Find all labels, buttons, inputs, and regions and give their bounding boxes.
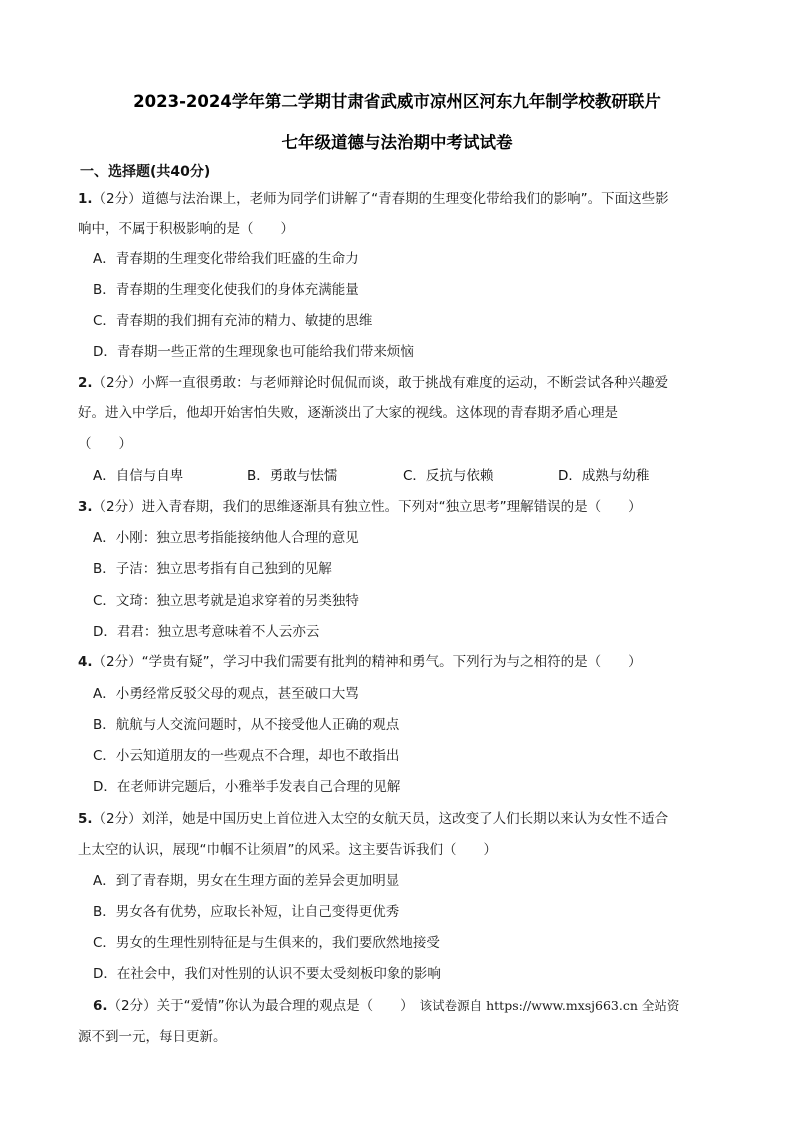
question-3-option-c: C．文琦：独立思考就是追求穿着的另类独特	[93, 593, 359, 609]
question-1-line-2: 响中，不属于积极影响的是（ ）	[78, 221, 294, 237]
question-score: （2分）	[92, 654, 142, 670]
question-number: 2.	[78, 375, 93, 391]
question-5-option-d: D．在社会中，我们对性别的认识不要太受刻板印象的影响	[93, 966, 441, 982]
question-3-line-1	[78, 498, 642, 516]
question-2-option-d: D．成熟与幼稚	[558, 468, 650, 484]
question-score: （2分）	[92, 499, 142, 515]
question-number: 3.	[78, 499, 93, 515]
question-number: 4.	[78, 654, 93, 670]
question-5-option-b: B．男女各有优势，应取长补短，让自己变得更优秀	[93, 904, 400, 920]
question-1-line-1	[78, 190, 669, 208]
exam-title-line2: 七年级道德与法治期中考试试卷	[281, 133, 513, 152]
question-2-option-c: C．反抗与依赖	[403, 468, 494, 484]
question-5-line-1	[78, 810, 668, 828]
question-6-line-2: 源不到一元，每日更新。	[78, 1029, 227, 1045]
exam-title-line1: 2023-2024学年第二学期甘肃省武威市凉州区河东九年制学校教研联片	[133, 92, 661, 111]
question-4-option-d: D．在老师讲完题后，小雅举手发表自己合理的见解	[93, 779, 401, 795]
section-heading: 一、选择题(共40分)	[80, 164, 211, 180]
question-5-option-c: C．男女的生理性别特征是与生俱来的，我们要欣然地接受	[93, 935, 440, 951]
question-text: 关于“爱情”你认为最合理的观点是（ ）	[156, 998, 414, 1014]
question-2-line-2: 好。进入中学后，他却开始害怕失败，逐渐淡出了大家的视线。这体现的青春期矛盾心理是	[78, 405, 618, 421]
question-text: “学贵有疑”，学习中我们需要有批判的精神和勇气。下列行为与之相符的是（ ）	[141, 654, 642, 670]
question-4-option-a: A．小勇经常反驳父母的观点，甚至破口大骂	[93, 686, 359, 702]
question-2-line-3: （ ）	[78, 436, 132, 452]
question-score: （2分）	[92, 811, 142, 827]
question-3-option-a: A．小刚：独立思考指能接纳他人合理的意见	[93, 530, 359, 546]
question-score: （2分）	[92, 191, 142, 207]
question-2-option-b: B．勇敢与怯懦	[247, 468, 338, 484]
question-text: 道德与法治课上，老师为同学们讲解了“青春期的生理变化带给我们的影响”。下面这些影	[141, 191, 669, 207]
question-number: 5.	[78, 811, 93, 827]
question-text: 进入青春期，我们的思维逐渐具有独立性。下列对“独立思考”理解错误的是（ ）	[141, 499, 642, 515]
question-score: （2分）	[92, 375, 142, 391]
question-2-line-1	[78, 374, 668, 392]
question-2-option-a: A．自信与自卑	[93, 468, 184, 484]
question-3-option-b: B．子洁：独立思考指有自己独到的见解	[93, 561, 332, 577]
question-number: 6.	[93, 998, 108, 1014]
question-1-option-c: C．青春期的我们拥有充沛的精力、敏捷的思维	[93, 313, 373, 329]
question-1-option-a: A．青春期的生理变化带给我们旺盛的生命力	[93, 251, 359, 267]
question-text: 刘洋，她是中国历史上首位进入太空的女航天员，这改变了人们长期以来认为女性不适合	[141, 811, 669, 827]
question-text: 小辉一直很勇敢：与老师辩论时侃侃而谈，敢于挑战有难度的运动，不断尝试各种兴趣爱	[141, 375, 669, 391]
question-1-option-d: D．青春期一些正常的生理现象也可能给我们带来烦恼	[93, 344, 414, 360]
question-4-option-c: C．小云知道朋友的一些观点不合理，却也不敢指出	[93, 748, 400, 764]
question-3-option-d: D．君君：独立思考意味着不人云亦云	[93, 624, 320, 640]
question-4-line-1	[78, 653, 642, 671]
question-4-option-b: B．航航与人交流问题时，从不接受他人正确的观点	[93, 717, 400, 733]
question-6-line-1	[93, 997, 679, 1015]
question-5-option-a: A．到了青春期，男女在生理方面的差异会更加明显	[93, 873, 400, 889]
question-1-option-b: B．青春期的生理变化使我们的身体充满能量	[93, 282, 359, 298]
question-5-line-2: 上太空的认识，展现“巾帼不让须眉”的风采。这主要告诉我们（ ）	[78, 842, 497, 858]
question-number: 1.	[78, 191, 93, 207]
question-score: （2分）	[107, 998, 157, 1014]
source-note: 该试卷源自 https://www.mxsj663.cn 全站资	[419, 998, 680, 1013]
